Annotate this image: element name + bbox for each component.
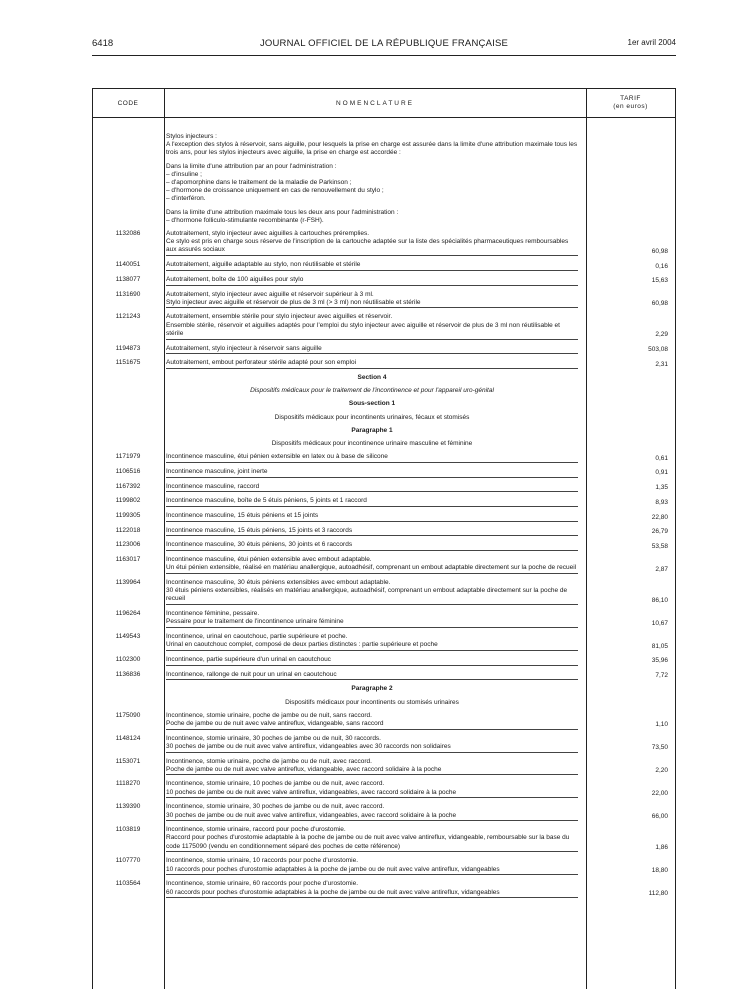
row-tarif: 2,29 xyxy=(655,331,668,339)
row-code: 1167392 xyxy=(115,482,141,490)
row-line: Incontinence masculine, 30 étuis péniens extensibles avec embout adaptable. xyxy=(166,579,391,587)
row-tarif: 1,10 xyxy=(655,721,668,729)
row-nomenclature xyxy=(166,230,578,256)
publication-date: 1er avril 2004 xyxy=(627,38,676,47)
row-line: Incontinence, stomie urinaire, poche de jambe ou de nuit, avec raccord. xyxy=(166,757,372,765)
paragraph-2-title-text: Dispositifs médicaux pour incontinents ou stomisés urinaires xyxy=(285,698,459,706)
row-line: Incontinence masculine, boîte de 5 étuis péniens, 5 joints et 1 raccord xyxy=(166,497,367,505)
paragraph-2-heading-text: Paragraphe 2 xyxy=(351,685,393,693)
row-code: 1102300 xyxy=(115,655,141,663)
row-tarif: 7,72 xyxy=(655,672,668,680)
table-row xyxy=(92,291,676,309)
row-line: Un étui pénien extensible, réalisé en matériau anallergique, autoadhésif, comprenant un embout adaptable directement sur la poche de recueil xyxy=(166,564,577,572)
row-line: 10 poches de jambe ou de nuit avec valve antireflux, vidangeables, avec raccord solidaire à la poche xyxy=(166,788,457,796)
row-line: Stylo injecteur avec aiguille et réservoir de plus de 3 ml (> 3 ml) non réutilisable et stérile xyxy=(166,298,421,306)
row-nomenclature xyxy=(166,527,578,537)
subsection-heading xyxy=(92,400,676,408)
row-line: Dans la limite d'une attribution maximale tous les deux ans pour l'administration : xyxy=(166,208,399,216)
row-tarif: 60,98 xyxy=(651,300,668,308)
row-tarif: 0,61 xyxy=(655,454,668,462)
row-code: 1121243 xyxy=(115,313,141,321)
row-code: 1131690 xyxy=(115,290,141,298)
row-line: Ce stylo est pris en charge sous réserve de l'inscription de la cartouche adaptée sur la liste des spécialités pharmaceutiques remboursables aux assurés sociaux xyxy=(166,238,569,254)
table-row xyxy=(92,712,676,730)
row-code: 1106516 xyxy=(115,467,141,475)
table-row xyxy=(92,261,676,271)
row-line: – d'interféron. xyxy=(166,195,206,203)
row-line: Incontinence masculine, étui pénien extensible avec embout adaptable. xyxy=(166,556,372,564)
row-tarif: 22,80 xyxy=(651,513,668,521)
row-line: Raccord pour poches d'urostomie adaptable à la poche de jambe ou de nuit avec valve antireflux, vidangeable, remboursable sur la base du code 1175090 (vendu en conditionnement séparé des poches de cette référence) xyxy=(166,834,570,850)
row-tarif: 8,93 xyxy=(655,498,668,506)
row-nomenclature xyxy=(166,313,578,339)
row-nomenclature xyxy=(166,712,578,730)
row-code: 1140051 xyxy=(115,261,141,269)
row-line: – d'apomorphine dans le traitement de la maladie de Parkinson ; xyxy=(166,179,352,187)
row-line: – d'hormone de croissance uniquement en cas de renouvellement du stylo ; xyxy=(166,187,384,195)
row-nomenclature xyxy=(166,163,578,204)
row-nomenclature xyxy=(166,276,578,286)
row-tarif: 1,35 xyxy=(655,484,668,492)
row-tarif: 60,98 xyxy=(651,247,668,255)
row-line: Autotraitement, stylo injecteur à réservoir sans aiguille xyxy=(166,344,322,352)
row-line: Incontinence, stomie urinaire, poche de jambe ou de nuit, sans raccord. xyxy=(166,711,372,719)
row-nomenclature xyxy=(166,758,578,776)
table-row xyxy=(92,857,676,875)
row-line: Incontinence, rallonge de nuit pour un urinal en caoutchouc xyxy=(166,670,337,678)
row-line: Urinal en caoutchouc complet, composé de deux parties distinctes : partie supérieure et poche xyxy=(166,641,438,649)
row-line: Incontinence, partie supérieure d'un urinal en caoutchouc xyxy=(166,655,331,663)
row-nomenclature xyxy=(166,359,578,369)
table-row xyxy=(92,512,676,522)
row-code: 1139964 xyxy=(115,579,141,587)
table-row xyxy=(92,133,676,158)
table-row xyxy=(92,758,676,776)
row-line: Dans la limite d'une attribution par an pour l'administration : xyxy=(166,162,337,170)
row-nomenclature xyxy=(166,512,578,522)
row-line: Incontinence, stomie urinaire, 30 poches de jambe ou de nuit, 30 raccords. xyxy=(166,734,381,742)
column-header-tarif-unit: (en euros) xyxy=(613,103,648,110)
row-code: 1199305 xyxy=(115,512,141,519)
row-line: Incontinence, stomie urinaire, 30 poches de jambe ou de nuit, avec raccord. xyxy=(166,803,385,811)
row-line: A l'exception des stylos à réservoir, sans aiguille, pour lesquels la prise en charge est assurée dans la limite d'une attribution maximale tous les trois ans, pour les stylos injecteurs avec aiguille, la prise en charge est accordée : xyxy=(166,141,578,157)
paragraph-2-title xyxy=(92,699,676,707)
row-tarif: 26,79 xyxy=(651,528,668,536)
row-nomenclature xyxy=(166,780,578,798)
table-row xyxy=(92,541,676,551)
row-code: 1199802 xyxy=(115,497,141,505)
row-tarif: 2,87 xyxy=(655,565,668,573)
section-subtitle xyxy=(92,387,676,395)
row-tarif: 53,58 xyxy=(651,542,668,550)
tariff-table xyxy=(92,88,676,989)
row-line: Poche de jambe ou de nuit avec valve antireflux, vidangeable, sans raccord xyxy=(166,719,384,727)
row-nomenclature xyxy=(166,261,578,271)
row-nomenclature xyxy=(166,826,578,852)
row-nomenclature xyxy=(166,209,578,225)
row-line: Incontinence masculine, raccord xyxy=(166,482,260,490)
row-line: Incontinence, stomie urinaire, 60 raccords pour poche d'urostomie. xyxy=(166,880,359,888)
table-row xyxy=(92,556,676,574)
row-nomenclature xyxy=(166,133,578,158)
table-row xyxy=(92,276,676,286)
table-body xyxy=(92,133,676,903)
row-nomenclature xyxy=(166,291,578,309)
table-row xyxy=(92,803,676,821)
row-line: Autotraitement, stylo injecteur avec aiguilles à cartouches préremplies. xyxy=(166,230,370,238)
column-header-code: CODE xyxy=(117,100,139,107)
row-code: 1138077 xyxy=(115,275,141,283)
row-nomenclature xyxy=(166,633,578,651)
row-line: Poche de jambe ou de nuit avec valve antireflux, vidangeable, avec raccord solidaire à la poche xyxy=(166,765,442,773)
row-line: Incontinence, stomie urinaire, 10 raccords pour poche d'urostomie. xyxy=(166,857,359,865)
row-tarif: 18,80 xyxy=(651,867,668,875)
row-nomenclature xyxy=(166,857,578,875)
row-code: 1151675 xyxy=(115,359,141,367)
table-row xyxy=(92,735,676,753)
row-line: Incontinence, stomie urinaire, 10 poches de jambe ou de nuit, avec raccord. xyxy=(166,780,385,788)
row-nomenclature xyxy=(166,735,578,753)
row-tarif: 35,96 xyxy=(651,657,668,665)
row-line: 30 poches de jambe ou de nuit avec valve antireflux, vidangeables avec 30 raccords non solidaires xyxy=(166,742,451,750)
row-line: Incontinence, urinal en caoutchouc, partie supérieure et poche. xyxy=(166,633,348,641)
row-line: Autotraitement, embout perforateur stérile adapté pour son emploi xyxy=(166,359,357,367)
row-line: Autotraitement, boîte de 100 aiguilles pour stylo xyxy=(166,275,304,283)
row-tarif: 2,20 xyxy=(655,767,668,775)
row-nomenclature xyxy=(166,468,578,478)
row-line: Stylos injecteurs : xyxy=(166,133,217,140)
table-row xyxy=(92,468,676,478)
table-row xyxy=(92,880,676,898)
row-tarif: 1,86 xyxy=(655,844,668,852)
section-heading-text: Section 4 xyxy=(357,373,387,381)
row-gap xyxy=(92,898,676,903)
row-code: 1107770 xyxy=(115,857,141,865)
row-nomenclature xyxy=(166,610,578,628)
row-code: 1123006 xyxy=(115,541,141,549)
section-subtitle-text: Dispositifs médicaux pour le traitement de l'incontinence et pour l'appareil uro-génital xyxy=(250,387,494,395)
row-nomenclature xyxy=(166,671,578,681)
row-line: Incontinence masculine, étui pénien extensible en latex ou à base de silicone xyxy=(166,453,388,461)
row-code: 1175090 xyxy=(115,711,141,719)
row-line: Incontinence masculine, 30 étuis péniens, 30 joints et 6 raccords xyxy=(166,541,353,549)
row-code: 1153071 xyxy=(115,757,141,765)
table-row xyxy=(92,671,676,681)
row-code: 1132086 xyxy=(115,230,141,238)
row-code: 1103819 xyxy=(115,826,141,834)
row-nomenclature xyxy=(166,880,578,898)
table-row xyxy=(92,826,676,852)
row-line: Autotraitement, aiguille adaptable au stylo, non réutilisable et stérile xyxy=(166,261,361,269)
row-nomenclature xyxy=(166,483,578,493)
table-row xyxy=(92,359,676,369)
table-row xyxy=(92,497,676,507)
table-row xyxy=(92,453,676,463)
paragraph-1-heading xyxy=(92,427,676,435)
paragraph-2-heading xyxy=(92,685,676,693)
table-row xyxy=(92,610,676,628)
column-header-nomenclature: NOMENCLATURE xyxy=(335,100,415,107)
row-tarif: 22,00 xyxy=(651,790,668,798)
table-row xyxy=(92,633,676,651)
row-tarif: 15,63 xyxy=(651,277,668,285)
section-heading xyxy=(92,374,676,382)
row-code: 1103564 xyxy=(115,880,141,888)
table-row xyxy=(92,345,676,355)
page-header xyxy=(92,38,676,52)
row-line: – d'hormone folliculo-stimulante recombinante (r-FSH). xyxy=(166,216,324,224)
page-number: 6418 xyxy=(92,38,114,49)
paragraph-1-heading-text: Paragraphe 1 xyxy=(351,426,393,434)
row-line: Incontinence féminine, pessaire. xyxy=(166,610,260,618)
table-row xyxy=(92,780,676,798)
paragraph-1-title-text: Dispositifs médicaux pour incontinence urinaire masculine et féminine xyxy=(271,439,473,447)
row-code: 1136836 xyxy=(115,670,141,678)
row-code: 1194873 xyxy=(115,344,141,352)
journal-title: JOURNAL OFFICIEL DE LA RÉPUBLIQUE FRANÇAISE xyxy=(259,38,509,49)
row-tarif: 66,00 xyxy=(651,813,668,821)
row-nomenclature xyxy=(166,556,578,574)
row-tarif: 0,91 xyxy=(655,469,668,477)
row-tarif: 10,67 xyxy=(651,619,668,627)
table-row xyxy=(92,656,676,666)
row-nomenclature xyxy=(166,497,578,507)
row-line: Autotraitement, stylo injecteur avec aiguille et réservoir supérieur à 3 ml. xyxy=(166,290,374,298)
row-code: 1118270 xyxy=(115,780,141,788)
row-code: 1196264 xyxy=(115,610,141,618)
row-line: Incontinence masculine, joint inerte xyxy=(166,467,268,475)
row-tarif: 112,80 xyxy=(648,890,668,897)
row-line: 10 raccords pour poches d'urostomie adaptables à la poche de jambe ou de nuit avec valve antireflux, vidangeables xyxy=(166,865,500,873)
row-line: Incontinence masculine, 15 étuis péniens et 15 joints xyxy=(166,512,319,519)
row-tarif: 86,10 xyxy=(651,596,668,604)
row-tarif: 0,16 xyxy=(655,262,668,270)
row-line: 60 raccords pour poches d'urostomie adaptables à la poche de jambe ou de nuit avec valve antireflux, vidangeables xyxy=(166,888,500,896)
table-row xyxy=(92,230,676,256)
row-code: 1139390 xyxy=(115,803,141,811)
row-line: Autotraitement, ensemble stérile pour stylo injecteur avec aiguilles et réservoir. xyxy=(166,313,393,321)
table-row xyxy=(92,483,676,493)
row-code: 1149543 xyxy=(115,633,141,641)
column-header-tarif: TARIF xyxy=(620,95,641,102)
row-nomenclature xyxy=(166,656,578,666)
header-rule xyxy=(92,55,676,56)
row-code: 1122018 xyxy=(115,526,141,534)
row-code: 1148124 xyxy=(115,734,141,742)
row-tarif: 503,08 xyxy=(648,346,668,354)
row-line: Ensemble stérile, réservoir et aiguilles adaptés pour l'emploi du stylo injecteur avec aiguille et réservoir de plus de 3 ml non réutilisable et stérile xyxy=(166,321,560,337)
row-nomenclature xyxy=(166,803,578,821)
subsection-title-text: Dispositifs médicaux pour incontinents urinaires, fécaux et stomisés xyxy=(274,413,470,421)
table-row xyxy=(92,527,676,537)
table-row xyxy=(92,163,676,204)
row-line: – d'insuline ; xyxy=(166,170,202,178)
row-line: 30 étuis péniens extensibles, réalisés en matériau anallergique, autoadhésif, comprenant un embout adaptable directement sur la poche de recueil xyxy=(166,587,568,603)
row-tarif: 73,50 xyxy=(651,744,668,752)
row-line: Pessaire pour le traitement de l'incontinence urinaire féminine xyxy=(166,618,344,626)
row-nomenclature xyxy=(166,345,578,355)
row-nomenclature xyxy=(166,453,578,463)
row-tarif: 81,05 xyxy=(651,642,668,650)
row-nomenclature xyxy=(166,579,578,605)
row-tarif: 2,31 xyxy=(655,360,668,368)
table-row xyxy=(92,209,676,225)
row-line: Incontinence masculine, 15 étuis péniens, 15 joints et 3 raccords xyxy=(166,526,353,534)
paragraph-1-title xyxy=(92,440,676,448)
table-row xyxy=(92,313,676,339)
row-line: Incontinence, stomie urinaire, raccord pour poche d'urostomie. xyxy=(166,826,346,834)
row-code: 1163017 xyxy=(115,556,141,564)
subsection-title xyxy=(92,414,676,422)
row-code: 1171979 xyxy=(115,453,141,461)
table-row xyxy=(92,579,676,605)
row-nomenclature xyxy=(166,541,578,551)
row-line: 30 poches de jambe ou de nuit avec valve antireflux, vidangeables, avec raccord solidaire à la poche xyxy=(166,811,457,819)
column-header-row xyxy=(92,89,676,118)
subsection-heading-text: Sous-section 1 xyxy=(348,400,396,408)
